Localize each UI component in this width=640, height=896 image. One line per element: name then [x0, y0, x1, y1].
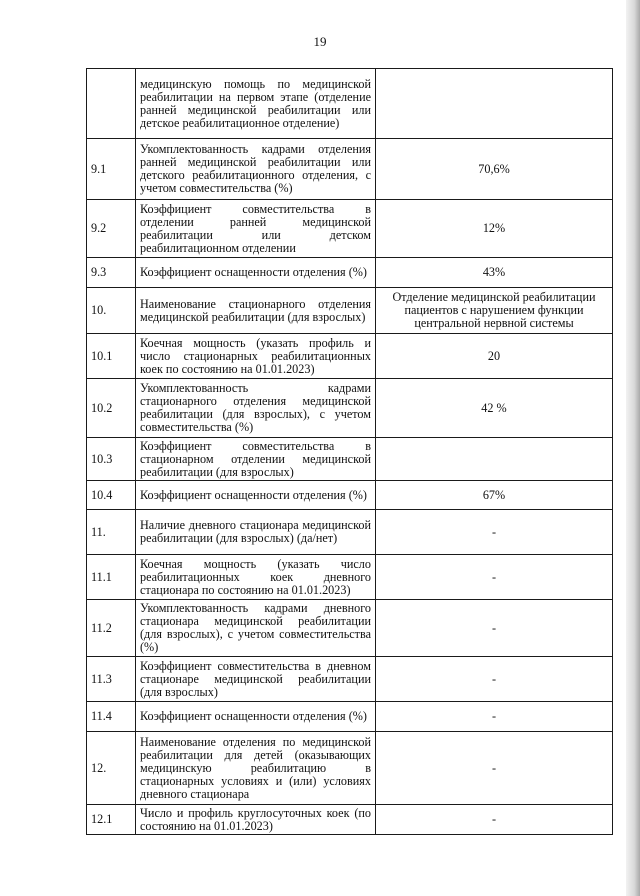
row-description: Коэффициент оснащенности отделения (%) — [136, 258, 376, 288]
row-value: 67% — [376, 481, 613, 510]
scan-edge-shadow — [626, 0, 640, 896]
row-number: 10.1 — [87, 334, 136, 379]
row-value: 70,6% — [376, 139, 613, 200]
table-row — [87, 258, 613, 288]
row-value: - — [376, 510, 613, 555]
row-description: Укомплектованность кадрами дневного стационара медицинской реабилитации (для взрослых), с учетом совместительства (%) — [136, 600, 376, 657]
table-row — [87, 657, 613, 702]
row-value — [376, 438, 613, 481]
row-number: 9.2 — [87, 200, 136, 258]
row-number: 11.1 — [87, 555, 136, 600]
row-value: 43% — [376, 258, 613, 288]
row-number: 11.3 — [87, 657, 136, 702]
row-number: 12. — [87, 732, 136, 805]
table-row — [87, 379, 613, 438]
row-number: 12.1 — [87, 805, 136, 835]
row-description: Коечная мощность (указать число реабилитационных коек дневного стационара по состоянию на 01.01.2023) — [136, 555, 376, 600]
row-value: - — [376, 732, 613, 805]
row-number: 11.2 — [87, 600, 136, 657]
table-row — [87, 288, 613, 334]
row-description: Число и профиль круглосуточных коек (по состоянию на 01.01.2023) — [136, 805, 376, 835]
row-number: 10.2 — [87, 379, 136, 438]
row-value: - — [376, 805, 613, 835]
row-value: - — [376, 555, 613, 600]
row-description: Коечная мощность (указать профиль и число стационарных реабилитационных коек по состоянию на 01.01.2023) — [136, 334, 376, 379]
row-description: Наименование отделения по медицинской реабилитации для детей (оказывающих медицинскую реабилитацию в стационарных условиях и (или) условиях дневного стационара — [136, 732, 376, 805]
row-description: Коэффициент совместительства в стационарном отделении медицинской реабилитации (для взрослых) — [136, 438, 376, 481]
table-row — [87, 732, 613, 805]
row-number: 10. — [87, 288, 136, 334]
table-row — [87, 555, 613, 600]
row-description: Укомплектованность кадрами стационарного отделения медицинской реабилитации (для взрослых), с учетом совместительства (%) — [136, 379, 376, 438]
indicators-table — [86, 68, 613, 835]
table-row — [87, 334, 613, 379]
row-description: Коэффициент оснащенности отделения (%) — [136, 481, 376, 510]
row-number: 11. — [87, 510, 136, 555]
page-number: 19 — [313, 34, 327, 49]
table-row — [87, 805, 613, 835]
row-description: Укомплектованность кадрами отделения ранней медицинской реабилитации или детского реабилитационного отделения, с учетом совместительства (%) — [136, 139, 376, 200]
row-value: 12% — [376, 200, 613, 258]
row-number: 9.1 — [87, 139, 136, 200]
table-row — [87, 600, 613, 657]
row-value: Отделение медицинской реабилитации пациентов с нарушением функции центральной нервной системы — [376, 288, 613, 334]
row-value: - — [376, 600, 613, 657]
table-row — [87, 702, 613, 732]
row-description: Коэффициент оснащенности отделения (%) — [136, 702, 376, 732]
row-number — [87, 69, 136, 139]
row-value: - — [376, 657, 613, 702]
row-number: 9.3 — [87, 258, 136, 288]
row-description: Наименование стационарного отделения медицинской реабилитации (для взрослых) — [136, 288, 376, 334]
row-value — [376, 69, 613, 139]
row-description: Наличие дневного стационара медицинской реабилитации (для взрослых) (да/нет) — [136, 510, 376, 555]
row-description: Коэффициент совместительства в дневном стационаре медицинской реабилитации (для взрослых) — [136, 657, 376, 702]
row-value: - — [376, 702, 613, 732]
table-row — [87, 438, 613, 481]
table-row — [87, 481, 613, 510]
table-row — [87, 139, 613, 200]
table-row — [87, 510, 613, 555]
row-number: 10.3 — [87, 438, 136, 481]
table-row — [87, 200, 613, 258]
row-value: 20 — [376, 334, 613, 379]
row-number: 11.4 — [87, 702, 136, 732]
row-description: медицинскую помощь по медицинской реабилитации на первом этапе (отделение ранней медицинской реабилитации или детское реабилитационное отделение) — [136, 69, 376, 139]
row-value: 42 % — [376, 379, 613, 438]
row-number: 10.4 — [87, 481, 136, 510]
row-description: Коэффициент совместительства в отделении ранней медицинской реабилитации или детском реабилитационном отделении — [136, 200, 376, 258]
table-row — [87, 69, 613, 139]
